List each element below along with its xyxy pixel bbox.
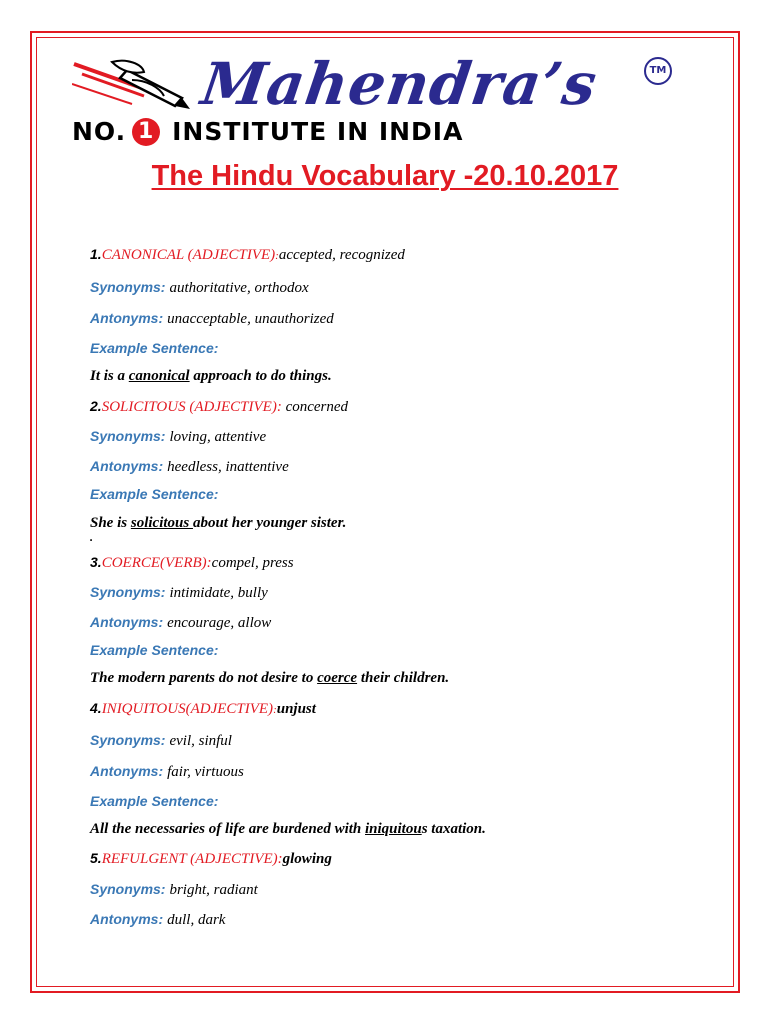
word-number: 1. <box>90 246 102 262</box>
synonyms-value: authoritative, orthodox <box>169 280 309 296</box>
word-heading <box>90 554 294 572</box>
word-headword: COERCE(VERB): <box>101 555 212 571</box>
antonyms-row <box>90 614 271 632</box>
word-meaning: concerned <box>281 399 349 415</box>
brand-logo <box>72 50 672 145</box>
sentence-keyword: canonical <box>128 368 190 384</box>
trademark-symbol: TM <box>644 57 672 85</box>
antonyms-row <box>90 911 225 929</box>
word-number: 3. <box>90 554 102 570</box>
example-label: Example Sentence: <box>90 340 219 356</box>
sentence-start: She is <box>90 515 131 531</box>
example-sentence <box>90 368 332 385</box>
example-label: Example Sentence: <box>90 486 219 502</box>
tagline-prefix: NO. <box>72 117 127 146</box>
sentence-end: their children. <box>357 670 450 686</box>
antonyms-label: Antonyms: <box>90 911 164 927</box>
synonyms-label: Synonyms: <box>90 584 166 600</box>
word-number: 2. <box>90 398 102 414</box>
word-headword: INIQUITOUS(ADJECTIVE) <box>101 701 274 717</box>
word-headword: CANONICAL (ADJECTIVE) <box>101 247 276 263</box>
synonyms-label: Synonyms: <box>90 279 166 295</box>
word-heading <box>90 700 316 718</box>
antonyms-row <box>90 310 334 328</box>
antonyms-value: encourage, allow <box>167 615 272 631</box>
word-colon: : <box>275 250 279 262</box>
synonyms-value: loving, attentive <box>169 429 267 445</box>
word-meaning: unjust <box>276 701 316 717</box>
synonyms-row <box>90 732 232 750</box>
sentence-end: s taxation. <box>421 821 486 837</box>
word-heading <box>90 246 405 264</box>
sentence-end: about her younger sister. <box>192 515 347 531</box>
word-number: 5. <box>90 850 102 866</box>
sentence-end: approach to do things. <box>189 368 332 384</box>
pen-writing-icon <box>72 58 197 110</box>
synonyms-row <box>90 881 258 899</box>
tagline-number-badge: 1 <box>132 118 160 146</box>
antonyms-value: unacceptable, unauthorized <box>167 311 334 327</box>
antonyms-value: dull, dark <box>167 912 226 928</box>
word-colon: : <box>273 704 277 716</box>
example-label: Example Sentence: <box>90 793 219 809</box>
sentence-start: The modern parents do not desire to <box>90 670 318 686</box>
synonyms-label: Synonyms: <box>90 881 166 897</box>
word-meaning: compel, press <box>211 555 294 571</box>
synonyms-row <box>90 428 266 446</box>
synonyms-label: Synonyms: <box>90 428 166 444</box>
word-heading <box>90 398 348 416</box>
antonyms-value: heedless, inattentive <box>167 459 289 475</box>
synonyms-row <box>90 584 268 602</box>
synonyms-value: bright, radiant <box>169 882 258 898</box>
word-heading <box>90 850 332 868</box>
example-sentence <box>90 821 486 838</box>
antonyms-row <box>90 763 244 781</box>
antonyms-label: Antonyms: <box>90 458 164 474</box>
synonyms-value: evil, sinful <box>169 733 232 749</box>
example-sentence <box>90 670 449 687</box>
antonyms-label: Antonyms: <box>90 614 164 630</box>
example-label: Example Sentence: <box>90 642 219 658</box>
tagline-suffix: INSTITUTE IN INDIA <box>172 117 464 146</box>
sentence-keyword: solicitous <box>130 515 193 531</box>
sentence-start: All the necessaries of life are burdened with <box>90 821 365 837</box>
word-meaning: glowing <box>282 851 332 867</box>
synonyms-value: intimidate, bully <box>169 585 268 601</box>
antonyms-label: Antonyms: <box>90 310 164 326</box>
example-sentence <box>90 515 346 532</box>
sentence-keyword: coerce <box>317 670 358 686</box>
word-number: 4. <box>90 700 102 716</box>
antonyms-value: fair, virtuous <box>167 764 244 780</box>
antonyms-row <box>90 458 289 476</box>
antonyms-label: Antonyms: <box>90 763 164 779</box>
logo-tagline <box>72 117 463 146</box>
sentence-start: It is a <box>90 368 129 384</box>
synonyms-row <box>90 279 309 297</box>
word-headword: SOLICITOUS (ADJECTIVE): <box>101 399 282 415</box>
stray-period: . <box>90 530 93 544</box>
logo-script-text: Mahendra’s <box>197 50 602 118</box>
page-title: The Hindu Vocabulary -20.10.2017 <box>151 160 619 192</box>
word-meaning: accepted, recognized <box>278 247 405 263</box>
sentence-keyword: iniquitou <box>365 821 422 837</box>
synonyms-label: Synonyms: <box>90 732 166 748</box>
word-headword: REFULGENT (ADJECTIVE): <box>101 851 283 867</box>
